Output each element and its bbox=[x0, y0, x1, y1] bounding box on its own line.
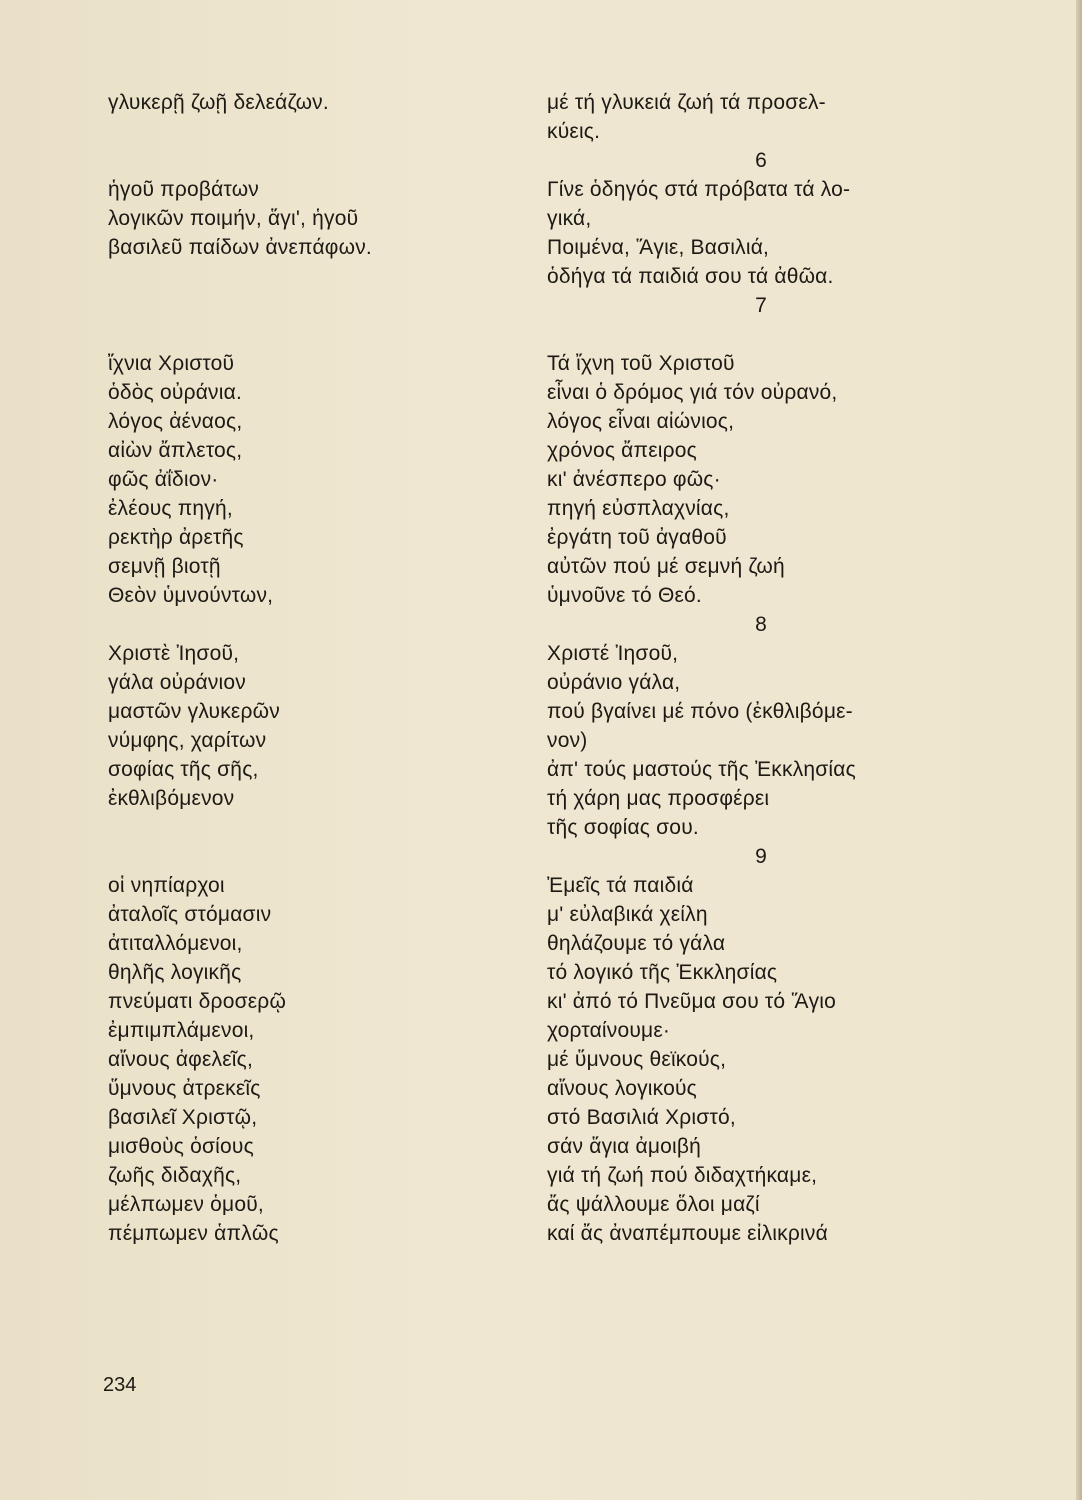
stanza-number: 9 bbox=[755, 845, 767, 868]
left-verse-line: θηλῆς λογικῆς bbox=[108, 961, 242, 984]
stanza-number: 7 bbox=[755, 294, 767, 317]
right-verse-line: στό Βασιλιά Χριστό, bbox=[547, 1106, 736, 1129]
left-verse-line: ὕμνους ἀτρεκεῖς bbox=[108, 1077, 261, 1100]
right-verse-line: Γίνε ὁδηγός στά πρόβατα τά λο- bbox=[547, 178, 851, 201]
right-verse-line: νον) bbox=[547, 729, 588, 752]
right-verse-line: Ἐμεῖς τά παιδιά bbox=[547, 874, 694, 897]
left-verse-line: ἐμπιμπλάμενοι, bbox=[108, 1019, 255, 1042]
left-verse-line: ἡγοῦ προβάτων bbox=[108, 178, 260, 201]
left-verse-line: σοφίας τῆς σῆς, bbox=[108, 758, 259, 781]
left-verse-line: ρεκτὴρ ἀρετῆς bbox=[108, 526, 244, 549]
right-verse-line: χρόνος ἄπειρος bbox=[547, 439, 697, 462]
stanza-number: 8 bbox=[755, 613, 767, 636]
left-column-greek-text bbox=[108, 88, 528, 1248]
left-verse-line: σεμνῇ βιοτῇ bbox=[108, 555, 221, 578]
blank-line bbox=[108, 610, 528, 639]
blank-line bbox=[108, 842, 528, 871]
blank-line bbox=[108, 262, 528, 291]
blank-line bbox=[108, 291, 528, 320]
left-verse-line: ἀταλοῖς στόμασιν bbox=[108, 903, 272, 926]
right-verse-line: ἐργάτη τοῦ ἀγαθοῦ bbox=[547, 526, 727, 549]
left-verse-line: μέλπωμεν ὁμοῦ, bbox=[108, 1193, 264, 1216]
right-verse-line: ἀπ' τούς μαστούς τῆς Ἐκκλησίας bbox=[547, 758, 856, 781]
right-verse-line: γικά, bbox=[547, 207, 592, 230]
right-verse-line: μ' εὐλαβικά χείλη bbox=[547, 903, 708, 926]
left-verse-line: γλυκερῇ ζωῇ δελεάζων. bbox=[108, 91, 329, 114]
left-verse-line: λόγος ἀέναος, bbox=[108, 410, 243, 433]
left-verse-line: ἴχνια Χριστοῦ bbox=[108, 352, 235, 375]
left-verse-line: ζωῆς διδαχῆς, bbox=[108, 1164, 242, 1187]
page-number: 234 bbox=[103, 1374, 137, 1396]
right-verse-line: τό λογικό τῆς Ἐκκλησίας bbox=[547, 961, 778, 984]
left-verse-line: ἀτιταλλόμενοι, bbox=[108, 932, 243, 955]
left-verse-line: γάλα οὐράνιον bbox=[108, 671, 246, 694]
right-verse-line: κι' ἀνέσπερο φῶς· bbox=[547, 468, 721, 491]
right-verse-line: γιά τή ζωή πού διδαχτήκαμε, bbox=[547, 1164, 818, 1187]
blank-line bbox=[108, 117, 528, 146]
right-verse-line: ὁδήγα τά παιδιά σου τά ἀθῶα. bbox=[547, 265, 834, 288]
left-verse-line: φῶς ἀΐδιον· bbox=[108, 468, 219, 491]
right-verse-line: κι' ἀπό τό Πνεῦμα σου τό Ἅγιο bbox=[547, 990, 837, 1013]
right-verse-line: αὐτῶν πού μέ σεμνή ζωή bbox=[547, 555, 785, 578]
right-verse-line: καί ἄς ἀναπέμπουμε εἰλικρινά bbox=[547, 1222, 828, 1245]
right-verse-line: μέ ὕμνους θεϊκούς, bbox=[547, 1048, 727, 1071]
right-verse-line: πού βγαίνει μέ πόνο (ἐκθλιβόμε- bbox=[547, 700, 853, 723]
right-verse-line: εἶναι ὁ δρόμος γιά τόν οὐρανό, bbox=[547, 381, 838, 404]
right-verse-line: κύεις. bbox=[547, 120, 601, 143]
right-verse-line: ὑμνοῦνε τό Θεό. bbox=[547, 584, 702, 607]
right-verse-line: Τά ἴχνη τοῦ Χριστοῦ bbox=[547, 352, 735, 375]
left-verse-line: βασιλεῖ Χριστῷ, bbox=[108, 1106, 258, 1129]
left-verse-line: Χριστὲ Ἰησοῦ, bbox=[108, 642, 240, 665]
left-verse-line: ἐλέους πηγή, bbox=[108, 497, 233, 520]
right-column-translation bbox=[547, 88, 967, 1248]
left-verse-line: ὁδὸς οὐράνια. bbox=[108, 381, 242, 404]
right-verse-line: θηλάζουμε τό γάλα bbox=[547, 932, 726, 955]
left-verse-line: μαστῶν γλυκερῶν bbox=[108, 700, 280, 723]
right-verse-line: αἴνους λογικούς bbox=[547, 1077, 697, 1100]
right-verse-line: σάν ἅγια ἀμοιβή bbox=[547, 1135, 702, 1158]
right-verse-line: πηγή εὐσπλαχνίας, bbox=[547, 497, 730, 520]
right-verse-line: λόγος εἶναι αἰώνιος, bbox=[547, 410, 735, 433]
left-verse-line: ἐκθλιβόμενον bbox=[108, 787, 235, 810]
right-verse-line: ἄς ψάλλουμε ὅλοι μαζί bbox=[547, 1193, 760, 1216]
left-verse-line: Θεὸν ὑμνούντων, bbox=[108, 584, 274, 607]
left-verse-line: βασιλεῦ παίδων ἀνεπάφων. bbox=[108, 236, 372, 259]
blank-line bbox=[108, 146, 528, 175]
left-verse-line: αἴνους ἀφελεῖς, bbox=[108, 1048, 254, 1071]
left-verse-line: πέμπωμεν ἁπλῶς bbox=[108, 1222, 279, 1245]
page-edge bbox=[1076, 0, 1082, 1500]
blank-line bbox=[108, 813, 528, 842]
blank-line bbox=[547, 320, 967, 349]
left-verse-line: νύμφης, χαρίτων bbox=[108, 729, 267, 752]
left-verse-line: πνεύματι δροσερῷ bbox=[108, 990, 287, 1013]
left-verse-line: μισθοὺς ὁσίους bbox=[108, 1135, 254, 1158]
right-verse-line: Ποιμένα, Ἅγιε, Βασιλιά, bbox=[547, 236, 770, 259]
right-verse-line: τή χάρη μας προσφέρει bbox=[547, 787, 770, 810]
stanza-number: 6 bbox=[755, 149, 767, 172]
left-verse-line: λογικῶν ποιμήν, ἅγι', ἡγοῦ bbox=[108, 207, 359, 230]
right-verse-line: τῆς σοφίας σου. bbox=[547, 816, 699, 839]
right-verse-line: Χριστέ Ἰησοῦ, bbox=[547, 642, 679, 665]
right-verse-line: μέ τή γλυκειά ζωή τά προσελ- bbox=[547, 91, 826, 114]
right-verse-line: χορταίνουμε· bbox=[547, 1019, 671, 1042]
left-verse-line: αἰὼν ἄπλετος, bbox=[108, 439, 243, 462]
right-verse-line: οὐράνιο γάλα, bbox=[547, 671, 681, 694]
blank-line bbox=[108, 320, 528, 349]
left-verse-line: οἱ νηπίαρχοι bbox=[108, 874, 225, 897]
